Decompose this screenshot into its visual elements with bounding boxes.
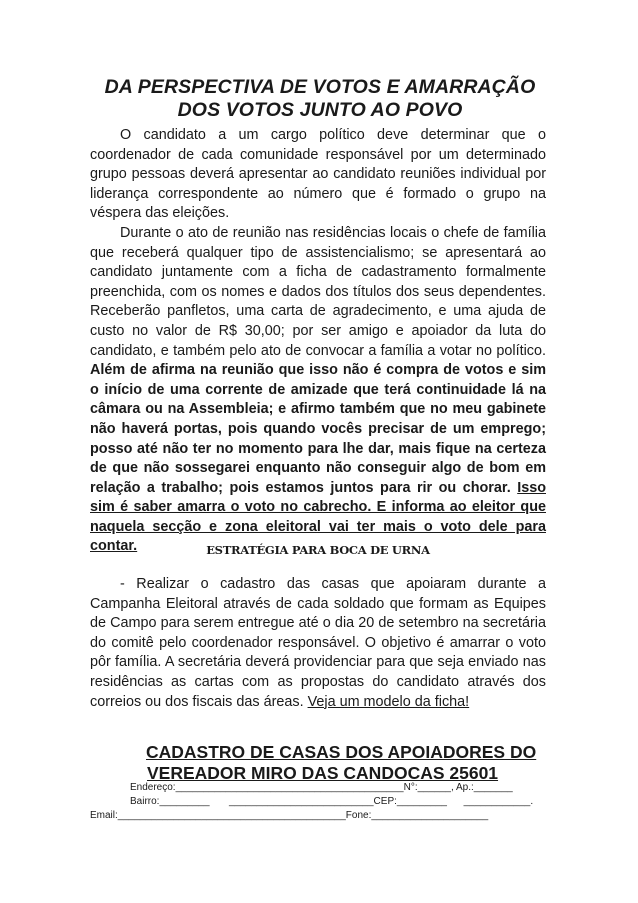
paragraph-2-text: Durante o ato de reunião nas residências locais o chefe de família que receberá qualquer tipo de assistencialismo; se apresentará ao candidato juntamente com a ficha de cadastramento formalmente preenchida, com os nomes e dados dos títulos dos seus dependentes. Receberão panfletos, uma carta de agradecimento, e uma ajuda de custo no valor de R$ 30,00; por ser amigo e apoiador da luta do candidato, e também pelo ato de convocar a família a votar no político. (90, 224, 546, 359)
body-text-block (90, 126, 546, 557)
paragraph-3 (90, 575, 546, 712)
paragraph-1: O candidato a um cargo político deve determinar que o coordenador de cada comunidade responsável por um determinado grupo pessoas deverá apresentar ao candidato reuniões individual por liderança correspondente ao número que é formado o grupo na véspera das eleições. (90, 127, 546, 222)
paragraph-2-bold: Além de afirma na reunião que isso não é compra de votos e sim o início de uma corrente de amizade que terá continuidade lá na câmara ou na Assembleia; e afirmo também que no meu gabinete não haverá portas, pois quando vocês precisar de um emprego; posso até não ter no momento para lhe dar, mais fique na certeza de que não sossegarei enquanto não conseguir algo de bom em relação a trabalho; pois estamos juntos para rir ou chorar. (90, 362, 546, 496)
form-row-address: Endereço:_________________________________________N°:______, Ap.:_______ (130, 782, 513, 793)
paragraph-2 (90, 224, 546, 557)
document-title (90, 76, 550, 122)
form-title-line-1: CADASTRO DE CASAS DOS APOIADORES DO (146, 742, 537, 762)
paragraph-3-underlined: Veja um modelo da ficha! (307, 693, 470, 710)
strategy-heading: ESTRATÉGIA PARA BOCA DE URNA (206, 543, 430, 557)
title-line-1: DA PERSPECTIVA DE VOTOS E AMARRAÇÃO (104, 76, 536, 98)
form-row-email: Email:_________________________________________Fone:_____________________ (90, 810, 489, 821)
form-title-line-2: VEREADOR MIRO DAS CANDOCAS 25601 (147, 763, 499, 783)
form-row-neighborhood: Bairro:_________ __________________________CEP:_________ ____________. (130, 796, 534, 807)
paragraph-2-bold-underlined: Isso sim é saber amarra o voto no cabrecho. E informa ao eleitor que naquela secção e zona eleitoral vai ter mais o voto dele para contar. (90, 479, 546, 555)
form-title (146, 742, 536, 784)
paragraph-3-text: - Realizar o cadastro das casas que apoiaram durante a Campanha Eleitoral através de cada soldado que formam as Equipes de Campo para serem entregue até o dia 20 de setembro na secretária do comitê pelo coordenador responsável. O objetivo é amarrar o voto pôr família. A secretária deverá providenciar para que seja enviado nas residências as cartas com as propostas do candidato através dos correios ou dos fiscais das áreas. (90, 576, 546, 710)
title-line-2: DOS VOTOS JUNTO AO POVO (177, 99, 463, 121)
